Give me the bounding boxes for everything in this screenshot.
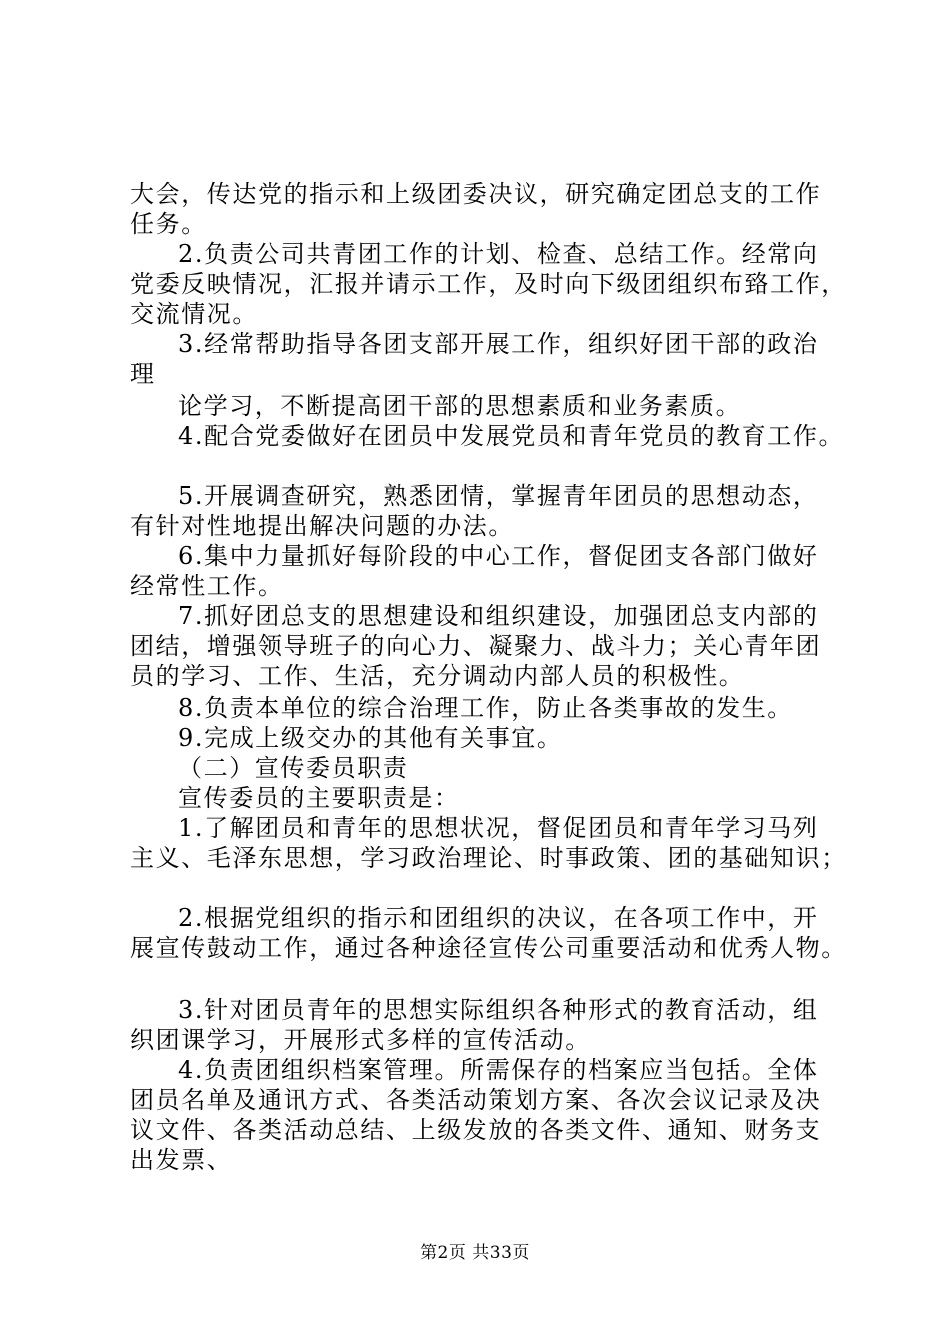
text-line: 党委反映情况，汇报并请示工作，及时向下级团组织布臵工作，	[130, 270, 847, 298]
text-line: 5.开展调查研究，熟悉团情，掌握青年团员的思想动态，	[178, 482, 819, 510]
text-line: 员的学习、工作、生活，充分调动内部人员的积极性。	[130, 662, 745, 690]
text-line: 展宣传鼓动工作，通过各种途径宣传公司重要活动和优秀人物。	[130, 934, 847, 962]
text-line: 2.负责公司共青团工作的计划、检查、总结工作。经常向	[178, 240, 819, 268]
text-line: 大会，传达党的指示和上级团委决议，研究确定团总支的工作	[130, 180, 822, 208]
section-heading: （二）宣传委员职责	[178, 754, 409, 782]
text-line: 9.完成上级交办的其他有关事宜。	[178, 724, 563, 752]
text-line: 议文件、各类活动总结、上级发放的各类文件、通知、财务支	[130, 1116, 822, 1144]
text-line: 3.针对团员青年的思想实际组织各种形式的教育活动，组	[178, 996, 819, 1024]
text-line: 宣传委员的主要职责是：	[178, 784, 460, 812]
text-line: 理	[130, 360, 156, 388]
text-line: 有针对性地提出解决问题的办法。	[130, 512, 514, 540]
text-line: 团员名单及通讯方式、各类活动策划方案、各次会议记录及决	[130, 1086, 822, 1114]
text-line: 论学习，不断提高团干部的思想素质和业务素质。	[178, 392, 742, 420]
text-line: 出发票、	[130, 1146, 233, 1174]
text-line: 织团课学习，开展形式多样的宣传活动。	[130, 1026, 591, 1054]
page-number-footer: 第2页 共33页	[420, 1243, 530, 1263]
text-line: 4.负责团组织档案管理。所需保存的档案应当包括。全体	[178, 1056, 819, 1084]
text-line: 2.根据党组织的指示和团组织的决议，在各项工作中，开	[178, 904, 819, 932]
text-line: 团结，增强领导班子的向心力、凝聚力、战斗力；关心青年团	[130, 632, 822, 660]
text-line: 任务。	[130, 210, 207, 238]
text-line: 交流情况。	[130, 300, 258, 328]
text-line: 6.集中力量抓好每阶段的中心工作，督促团支各部门做好	[178, 542, 819, 570]
text-line: 主义、毛泽东思想，学习政治理论、时事政策、团的基础知识；	[130, 844, 847, 872]
text-line: 4.配合党委做好在团员中发展党员和青年党员的教育工作。	[178, 422, 845, 450]
text-line: 1.了解团员和青年的思想状况，督促团员和青年学习马列	[178, 814, 819, 842]
text-line: 经常性工作。	[130, 572, 284, 600]
text-line: 7.抓好团总支的思想建设和组织建设，加强团总支内部的	[178, 602, 819, 630]
text-line: 3.经常帮助指导各团支部开展工作，组织好团干部的政治	[178, 330, 819, 358]
text-line: 8.负责本单位的综合治理工作，防止各类事故的发生。	[178, 694, 793, 722]
